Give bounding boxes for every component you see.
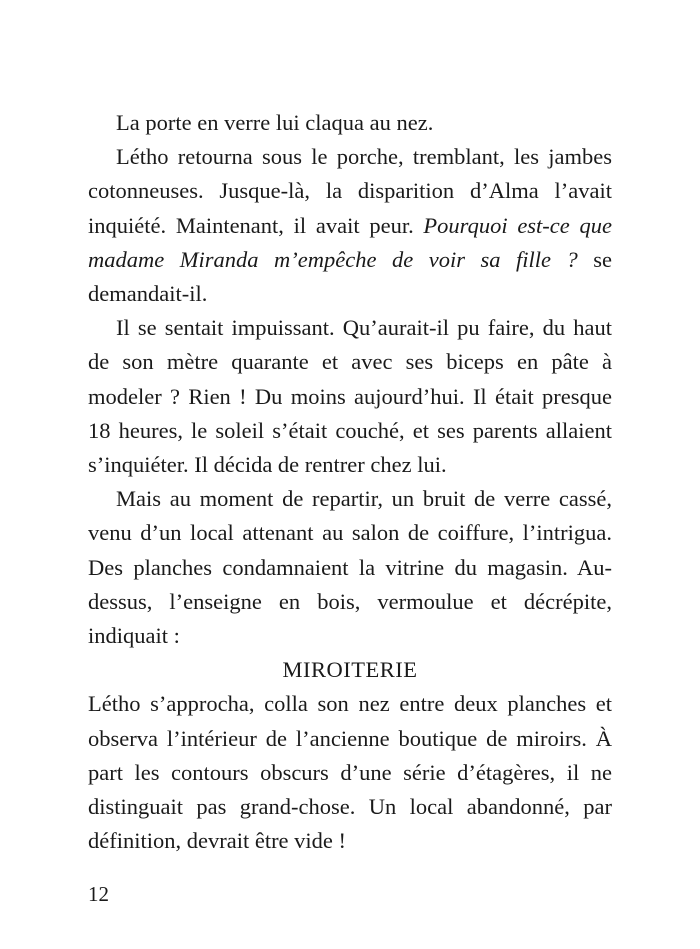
paragraph-2-thought: Pourquoi est-ce que madame Miranda m’empêche de voir sa fille ? [88,212,612,272]
paragraph-2-tail: se demandait-il. [88,246,612,307]
shop-sign-text: MIROITERIE [282,657,418,683]
paragraph-3: Il se sentait impuissant. Qu’aurait-il pu faire, du haut de son mètre quarante et avec ses biceps en pâte à modeler ? Rien ! Du moins aujourd’hui. Il était presque 18 heures, le soleil s’était couché, et ses parents allaient s’inquiéter. Il décida de rentrer chez lui. [88,315,612,478]
page-number: 12 [88,882,109,906]
body-text [88,106,612,858]
paragraph-4: Mais au moment de repartir, un bruit de verre cassé, venu d’un local attenant au salon de coiffure, l’intrigua. Des planches condamnaient la vitrine du magasin. Au-dessus, l’enseigne en bois, vermoulue et décrépite, indiquait : [88,486,612,649]
paragraph-2 [88,140,612,311]
paragraph-1: La porte en verre lui claqua au nez. [116,110,434,135]
paragraph-5: Létho s’approcha, colla son nez entre deux planches et observa l’intérieur de l’ancienne boutique de miroirs. À part les contours obscurs d’une série d’étagères, il ne distinguait pas grand-chose. Un local abandonné, par définition, devrait être vide ! [88,691,612,854]
paragraph-2-text: Létho retourna sous le porche, tremblant, les jambes cotonneuses. Jusque-là, la disparition d’Alma l’avait inquiété. Maintenant, il avait peur. [88,144,612,238]
